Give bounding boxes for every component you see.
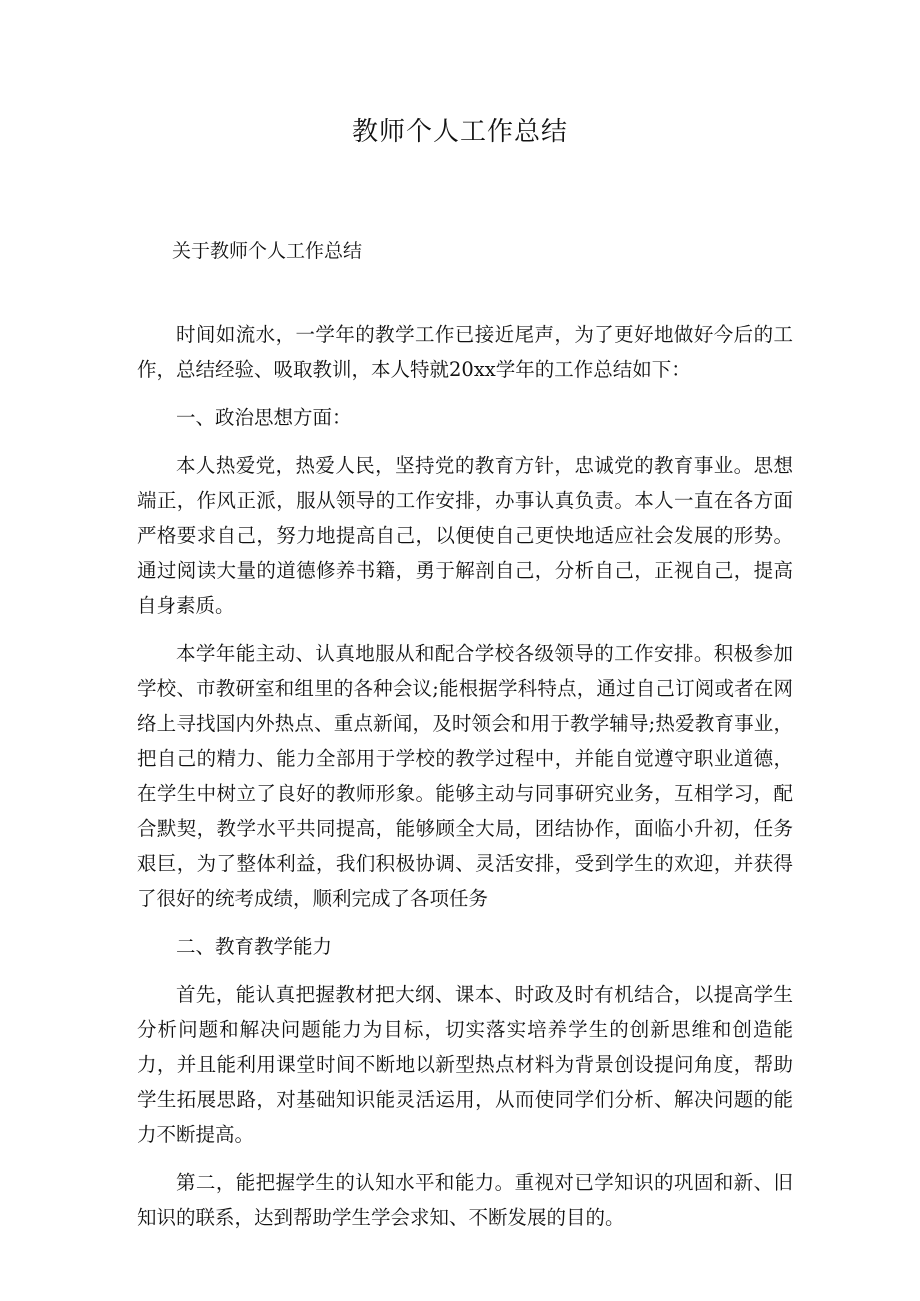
intro-paragraph: 时间如流水，一学年的教学工作已接近尾声，为了更好地做好今后的工作，总结经验、吸取教训，本人特就20xx学年的工作总结如下： [137,323,793,381]
paragraph: 本人热爱党，热爱人民，坚持党的教育方针，忠诚党的教育事业。思想端正，作风正派，服从领导的工作安排，办事认真负责。本人一直在各方面严格要求自己，努力地提高自己，以便使自己更快地适应社会发展的形势。通过阅读大量的道德修养书籍，勇于解剖自己，分析自己，正视自己，提高自身素质。 [137,454,793,617]
paragraph: 首先，能认真把握教材把大纲、课本、时政及时有机结合，以提高学生分析问题和解决问题能力为目标，切实落实培养学生的创新思维和创造能力，并且能利用课堂时间不断地以新型热点材料为背景创设提问角度，帮助学生拓展思路，对基础知识能灵活运用，从而使同学们分析、解决问题的能力不断提高。 [137,983,793,1146]
paragraph: 本学年能主动、认真地服从和配合学校各级领导的工作安排。积极参加学校、市教研室和组里的各种会议;能根据学科特点，通过自己订阅或者在网络上寻找国内外热点、重点新闻，及时领会和用于教学辅导;热爱教育事业，把自己的精力、能力全部用于学校的教学过程中，并能自觉遵守职业道德，在学生中树立了良好的教师形象。能够主动与同事研究业务，互相学习，配合默契，教学水平共同提高，能够顾全大局，团结协作，面临小升初，任务艰巨，为了整体利益，我们积极协调、灵活安排，受到学生的欢迎，并获得了很好的统考成绩，顺利完成了各项任务 [137,642,793,910]
section-heading-teaching: 二、教育教学能力 [176,935,333,958]
section-heading-politics: 一、政治思想方面： [176,406,352,429]
document-subtitle: 关于教师个人工作总结 [172,240,363,262]
paragraph: 第二，能把握学生的认知水平和能力。重视对已学知识的巩固和新、旧知识的联系，达到帮助学生学会求知、不断发展的目的。 [137,1171,793,1229]
document-body [137,317,793,1248]
document-title: 教师个人工作总结 [351,117,568,147]
